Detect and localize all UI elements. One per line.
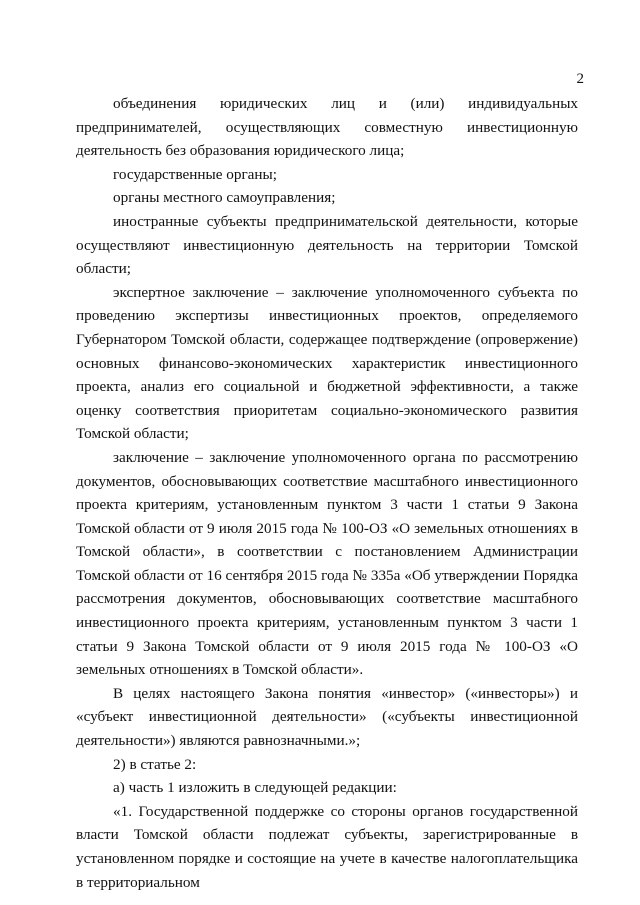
page-number: 2 [576,71,584,87]
paragraph-part-1-edit: а) часть 1 изложить в следующей редакции: [113,779,397,797]
paragraph-investor-associations: объединения юридических лиц и (или) индивидуальных предпринимателей, осуществляющих совместную инвестиционную деятельность без образования юридического лица; [76,95,578,160]
paragraph-equivalent-terms: В целях настоящего Закона понятия «инвестор» («инвесторы») и «субъект инвестиционной деятельности» («субъекты инвестиционной деятельности») являются равнозначными.»; [76,684,578,750]
paragraph-local-government: органы местного самоуправления; [113,189,336,207]
paragraph-state-support: «1. Государственной поддержке со стороны органов государственной власти Томской области подлежат субъекты, зарегистрированные в установленном порядке и состоящие на учете в качестве налогоплательщика в территориальном [76,802,578,891]
paragraph-state-bodies: государственные органы; [113,165,277,183]
paragraph-expert-conclusion: экспертное заключение – заключение уполномоченного субъекта по проведению экспертизы инвестиционных проектов, определяемого Губернатором Томской области, содержащее подтверждение (опровержение) основных финансово-экономических характеристик инвестиционного проекта, анализ его социальной и бюджетной эффективности, а также оценку соответствия приоритетам социально-экономического развития Томской области; [76,283,578,443]
document-body [76,92,578,894]
paragraph-conclusion-definition: заключение – заключение уполномоченного органа по рассмотрению документов, обосновывающих соответствие масштабного инвестиционного проекта критериям, установленным пунктом 3 части 1 статьи 9 Закона Томской области от 9 июля 2015 года № 100-ОЗ «О земельных отношениях в Томской области», в соответствии с постановлением Администрации Томской области от 16 сентября 2015 года № 335а «Об утверждении Порядка рассмотрения документов, обосновывающих соответствие масштабного инвестиционного проекта критериям, установленным пунктом 3 части 1 статьи 9 Закона Томской области от 9 июля 2015 года № 100-ОЗ «О земельных отношениях в Томской области». [76,448,578,679]
paragraph-foreign-entities: иностранные субъекты предпринимательской деятельности, которые осуществляют инвестиционную деятельность на территории Томской области; [76,212,578,278]
paragraph-article-2: 2) в статье 2: [113,755,197,773]
